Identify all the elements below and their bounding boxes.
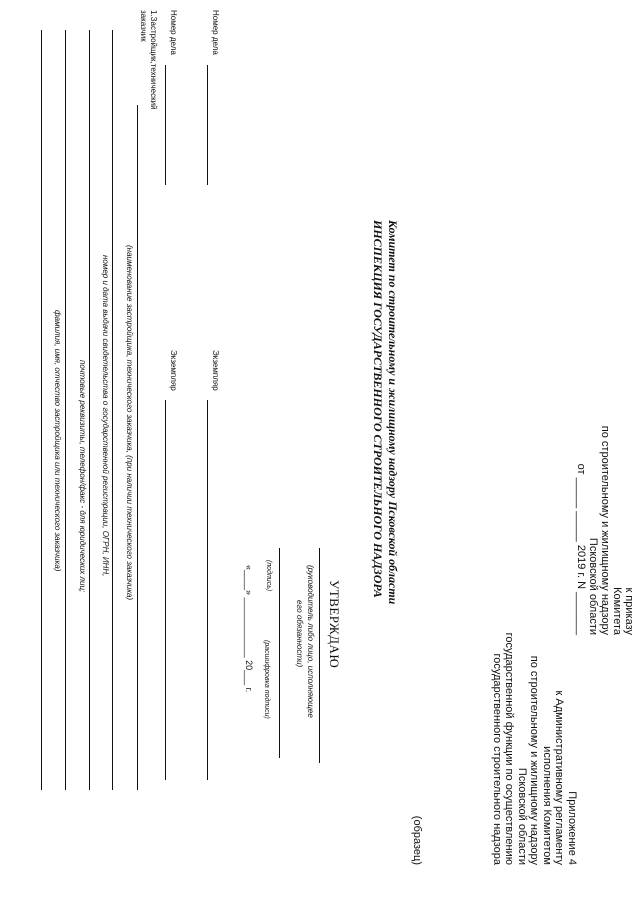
order-date: от _____ _____ 2019 г. N _______: [575, 463, 587, 635]
developer-hint-name: (наименование застройщика, технического заказчика, (при наличии технического заказчика): [125, 245, 134, 601]
case-number-label: Номер дела: [211, 10, 220, 55]
copy-label: Экземпляр: [211, 350, 220, 391]
head-caption: (руководитель либо лицо, исполняющее: [306, 565, 315, 718]
sample-label: (образец): [411, 815, 423, 865]
copy-label: Экземпляр: [169, 350, 178, 391]
developer-field[interactable]: [137, 105, 138, 790]
committee-title: Комитет по строительному и жилищному надзору Псковской области: [386, 220, 400, 605]
signature-caption: (подпись): [265, 560, 272, 592]
case-number-field[interactable]: [207, 65, 208, 185]
contacts-field[interactable]: [89, 30, 90, 790]
extra-field[interactable]: [41, 30, 42, 790]
order-reference: [575, 305, 635, 635]
developer-hint-contacts: почтовые реквизиты, телефон/факс - для юридических лиц;: [78, 360, 87, 593]
decoding-caption: (расшифровка подписи): [263, 640, 270, 719]
order-line: Псковской области: [587, 537, 599, 635]
appendix-line: Приложение 4: [566, 791, 578, 865]
case-number-label: Номер дела: [169, 10, 178, 55]
head-caption: его обязанности): [295, 600, 304, 668]
approval-date: «____» ____________ 20___ г.: [244, 565, 254, 693]
developer-hint-registration: номер и дата выдачи свидетельства о государственной регистрации, ОГРН, ИНН,: [101, 255, 110, 577]
appendix-line: государственного строительного надзора: [491, 653, 503, 865]
signature-line: [279, 548, 280, 758]
inspection-title: ИНСПЕКЦИЯ ГОСУДАРСТВЕННОГО СТРОИТЕЛЬНОГО НАДЗОРА: [371, 220, 385, 598]
copy-field[interactable]: [165, 400, 166, 780]
case-number-field[interactable]: [165, 65, 166, 185]
registration-field[interactable]: [112, 30, 113, 790]
order-line: к приказу: [623, 587, 635, 635]
appendix-line: исполнения Комитетом: [541, 746, 553, 865]
appendix-reference: [491, 535, 579, 865]
appendix-line: по строительному и жилищному надзору: [528, 655, 541, 865]
approval-heading: УТВЕРЖДАЮ: [327, 580, 342, 669]
appendix-line: к Административному регламенту: [553, 690, 566, 865]
developer-label: заказчик: [139, 10, 148, 42]
developer-hint-person: фамилия, имя, отчество застройщика или технического заказчика): [53, 310, 62, 572]
head-line: [319, 548, 320, 763]
appendix-line: Псковской области: [516, 767, 528, 865]
person-field[interactable]: [65, 30, 66, 790]
order-line: по строительному и жилищному надзору: [599, 425, 611, 635]
developer-label: 1.Застройщик,технический: [149, 10, 158, 110]
order-line: Комитета: [611, 587, 623, 635]
appendix-line: государственной функции по осуществлению: [503, 632, 516, 865]
copy-field[interactable]: [207, 400, 208, 780]
